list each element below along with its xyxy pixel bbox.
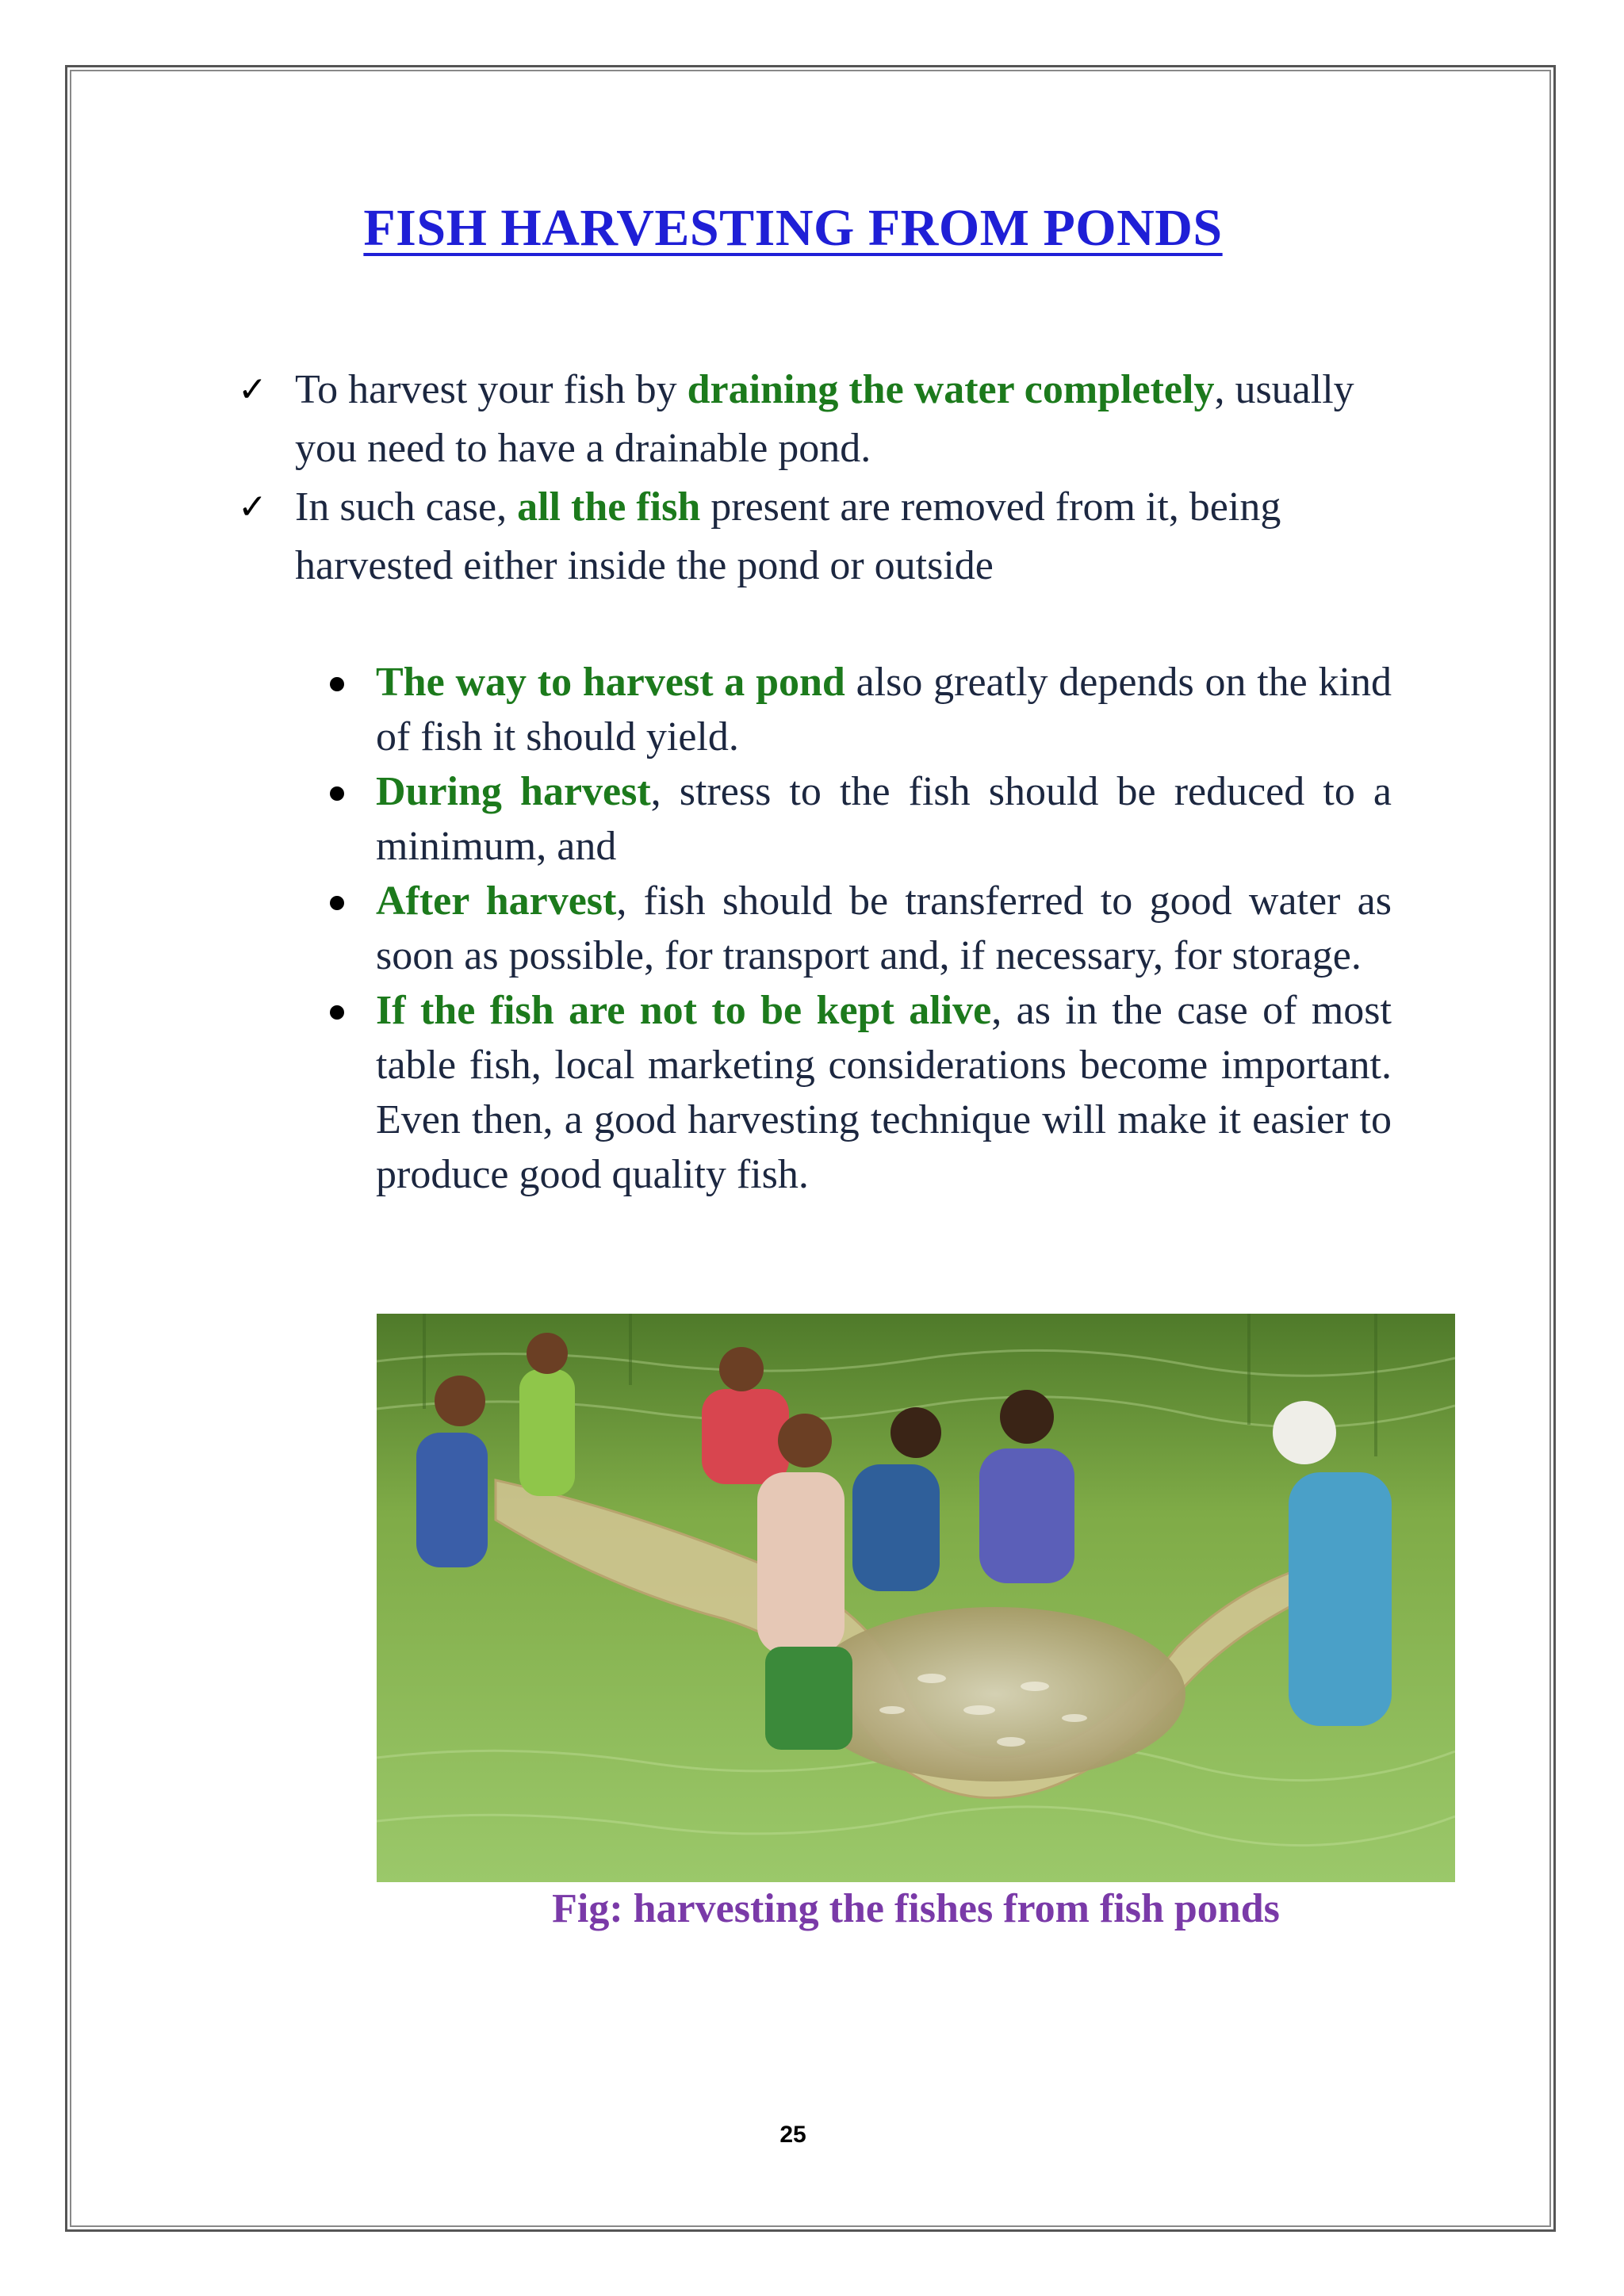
check-item-text-post: , usually you need to have a drainable pond. [295, 367, 1354, 471]
check-item-text-pre: In such case, [295, 484, 518, 530]
bullet-list-item [325, 983, 1392, 1202]
fish-harvest-photo [377, 1314, 1455, 1882]
bullet-item-text: , as in the case of most table fish, local marketing considerations become important. Even then, a good harvesting technique will make it easier to produce good quality fish. [376, 988, 1392, 1197]
bullet-dot-icon [330, 896, 344, 910]
bullet-item-text: , fish should be transferred to good water as soon as possible, for transport and, if necessary, for storage. [376, 878, 1392, 978]
figure-caption: Fig: harvesting the fishes from fish ponds [552, 1886, 1280, 1931]
check-item-text-pre: To harvest your fish by [295, 367, 688, 412]
bullet-item-text: , stress to the fish should be reduced to a minimum, and [376, 769, 1392, 869]
bullet-dot-icon [330, 786, 344, 801]
bullet-item-highlight: The way to harvest a pond [376, 660, 845, 705]
bullet-list-item [325, 655, 1392, 764]
bullet-item-text: also greatly depends on the kind of fish it should yield. [376, 660, 1392, 760]
bullet-dot-icon [330, 677, 344, 691]
bullet-list-item [325, 764, 1392, 874]
check-mark-icon: ✓ [238, 369, 267, 410]
bullet-item-highlight: If the fish are not to be kept alive [376, 988, 992, 1033]
page-number: 25 [779, 2122, 806, 2148]
check-list-item [238, 361, 1388, 478]
bullet-item-highlight: During harvest [376, 769, 651, 814]
check-list-item [238, 478, 1388, 595]
check-item-highlight: all the fish [517, 484, 701, 530]
page-title: FISH HARVESTING FROM PONDS [363, 199, 1223, 257]
bullet-list-item [325, 874, 1392, 983]
check-mark-icon: ✓ [238, 487, 267, 527]
check-item-text-post: present are removed from it, being harvested either inside the pond or outside [295, 484, 1281, 588]
bullet-dot-icon [330, 1005, 344, 1020]
bullet-list [325, 655, 1392, 1202]
check-item-highlight: draining the water completely [687, 367, 1215, 412]
bullet-item-highlight: After harvest [376, 878, 617, 924]
check-list [238, 361, 1388, 595]
